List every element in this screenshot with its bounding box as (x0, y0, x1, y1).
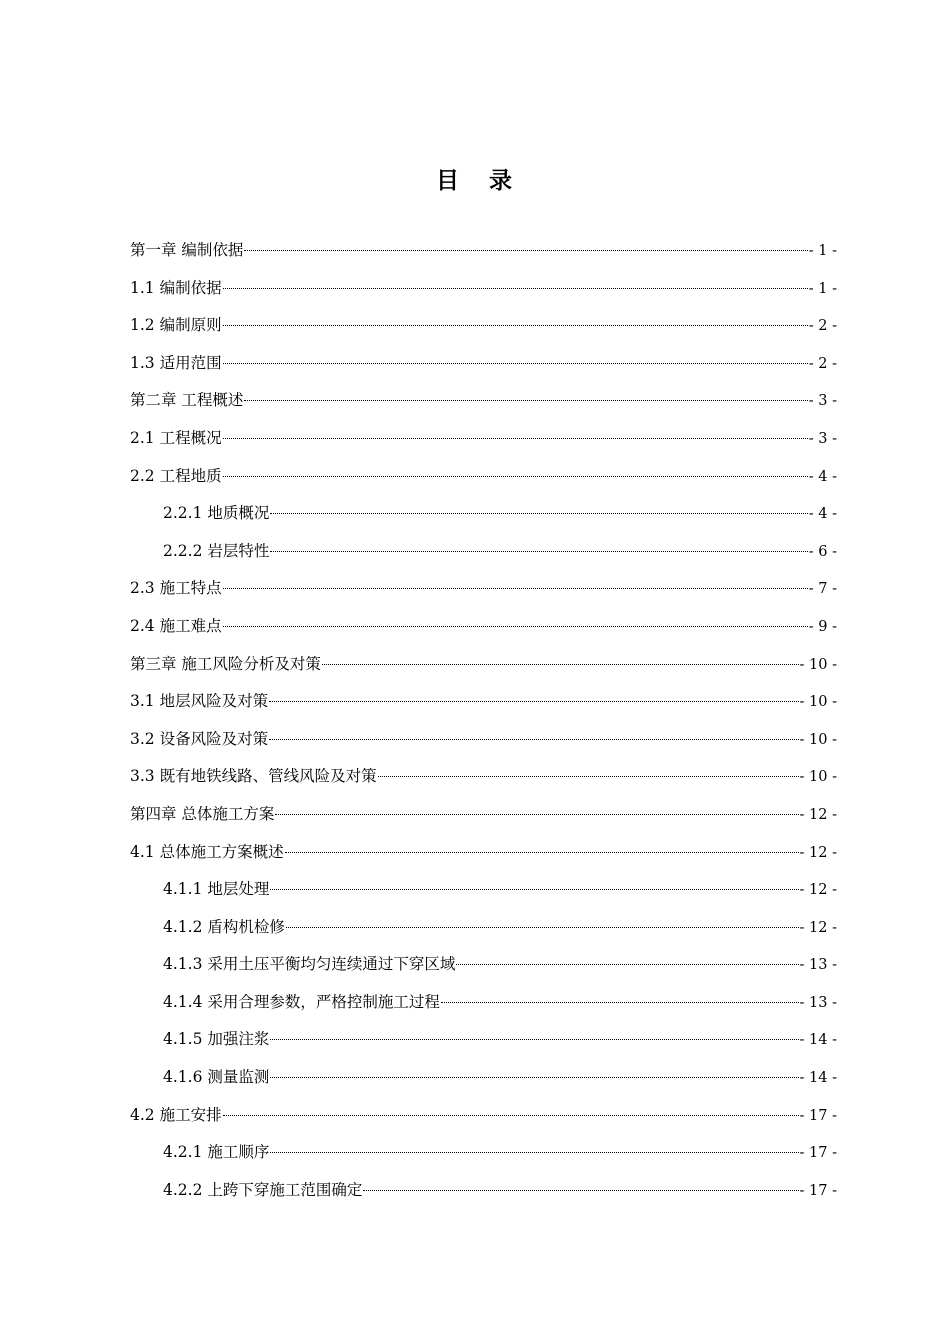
toc-entry-title: 4.2.2 上跨下穿施工范围确定 (163, 1180, 363, 1199)
toc-entry-page-number: - 2 - (808, 318, 837, 335)
dot-leader (270, 513, 807, 514)
toc-entry-page-number: - 6 - (808, 543, 837, 560)
toc-entry[interactable] (130, 313, 837, 351)
toc-entry[interactable] (130, 877, 837, 915)
toc-entry[interactable] (130, 614, 837, 652)
toc-entry-page-number: - 4 - (808, 468, 837, 485)
toc-entry[interactable] (130, 1140, 837, 1178)
toc-entry[interactable] (130, 915, 837, 953)
toc-entry[interactable] (130, 576, 837, 614)
toc-entry-page-number: - 4 - (808, 506, 837, 523)
toc-entry-page-number: - 10 - (799, 694, 837, 711)
toc-entry-page-number: - 12 - (799, 882, 837, 899)
toc-entry-page-number: - 17 - (799, 1107, 837, 1124)
toc-entry[interactable] (130, 464, 837, 502)
toc-entry-page-number: - 1 - (808, 280, 837, 297)
toc-entry-title: 4.1 总体施工方案概述 (130, 842, 284, 861)
dot-leader (223, 476, 808, 477)
toc-entry-title: 第三章 施工风险分析及对策 (130, 654, 321, 673)
toc-entry[interactable] (130, 1065, 837, 1103)
dot-leader (378, 776, 799, 777)
dot-leader (223, 438, 808, 439)
toc-entry-page-number: - 17 - (799, 1182, 837, 1199)
toc-entry-page-number: - 3 - (808, 393, 837, 410)
toc-entry-title: 2.2 工程地质 (130, 466, 222, 485)
title-char-2: 录 (489, 167, 514, 194)
toc-entry-page-number: - 10 - (799, 769, 837, 786)
toc-entry-title: 1.3 适用范围 (130, 353, 222, 372)
toc-entry-title: 3.3 既有地铁线路、管线风险及对策 (130, 767, 377, 786)
toc-entry[interactable] (130, 727, 837, 765)
toc-entry-title: 3.1 地层风险及对策 (130, 692, 269, 711)
toc-entry-page-number: - 1 - (808, 243, 837, 259)
toc-entry-page-number: - 12 - (799, 806, 837, 823)
dot-leader (269, 701, 798, 702)
toc-entry[interactable] (130, 426, 837, 464)
toc-entry-title: 3.2 设备风险及对策 (130, 729, 269, 748)
toc-entry-title: 1.2 编制原则 (130, 316, 222, 335)
dot-leader (456, 964, 798, 965)
title-char-1: 目 (436, 167, 461, 194)
toc-entry-title: 4.1.6 测量监测 (163, 1068, 270, 1087)
toc-entry-title: 1.1 编制依据 (130, 278, 222, 297)
dot-leader (270, 1039, 798, 1040)
toc-entry[interactable] (130, 1027, 837, 1065)
dot-leader (223, 288, 808, 289)
table-of-contents (130, 238, 837, 1215)
dot-leader (223, 1115, 799, 1116)
dot-leader (285, 852, 799, 853)
toc-entry[interactable] (130, 501, 837, 539)
toc-entry-page-number: - 13 - (799, 957, 837, 974)
dot-leader (223, 325, 808, 326)
toc-entry-title: 4.1.5 加强注浆 (163, 1030, 270, 1049)
dot-leader (223, 363, 808, 364)
toc-entry[interactable] (130, 539, 837, 577)
toc-entry-page-number: - 10 - (799, 656, 837, 673)
toc-entry-title: 第一章 编制依据 (130, 241, 244, 259)
toc-entry[interactable] (130, 689, 837, 727)
toc-entry[interactable] (130, 238, 837, 276)
dot-leader (244, 250, 807, 251)
toc-entry-page-number: - 9 - (808, 618, 837, 635)
toc-entry-title: 4.2 施工安排 (130, 1105, 222, 1124)
toc-entry[interactable] (130, 1178, 837, 1216)
dot-leader (269, 739, 798, 740)
toc-entry-title: 4.2.1 施工顺序 (163, 1143, 270, 1162)
toc-entry-title: 4.1.2 盾构机检修 (163, 917, 285, 936)
toc-entry-page-number: - 12 - (799, 844, 837, 861)
dot-leader (270, 889, 798, 890)
toc-entry-page-number: - 12 - (799, 919, 837, 936)
dot-leader (244, 400, 807, 401)
toc-entry-page-number: - 14 - (799, 1070, 837, 1087)
dot-leader (270, 551, 807, 552)
dot-leader (270, 1152, 798, 1153)
toc-entry-page-number: - 17 - (799, 1145, 837, 1162)
toc-entry[interactable] (130, 652, 837, 690)
toc-entry[interactable] (130, 1103, 837, 1141)
toc-entry[interactable] (130, 764, 837, 802)
dot-leader (363, 1190, 798, 1191)
toc-entry[interactable] (130, 952, 837, 990)
toc-entry-title: 4.1.3 采用土压平衡均匀连续通过下穿区域 (163, 955, 456, 974)
page-title (0, 162, 950, 195)
toc-entry-page-number: - 10 - (799, 731, 837, 748)
toc-entry[interactable] (130, 802, 837, 840)
dot-leader (223, 626, 808, 627)
toc-entry-page-number: - 3 - (808, 430, 837, 447)
toc-entry[interactable] (130, 840, 837, 878)
toc-entry[interactable] (130, 276, 837, 314)
toc-entry-title: 2.4 施工难点 (130, 616, 222, 635)
dot-leader (270, 1077, 798, 1078)
toc-entry[interactable] (130, 351, 837, 389)
toc-entry-title: 4.1.1 地层处理 (163, 880, 270, 899)
toc-entry-title: 2.2.1 地质概况 (163, 504, 270, 523)
dot-leader (286, 927, 799, 928)
toc-entry-page-number: - 2 - (808, 355, 837, 372)
toc-entry-title: 2.3 施工特点 (130, 579, 222, 598)
toc-entry[interactable] (130, 990, 837, 1028)
toc-entry[interactable] (130, 388, 837, 426)
toc-entry-title: 4.1.4 采用合理参数，严格控制施工过程 (163, 992, 440, 1011)
dot-leader (322, 664, 799, 665)
toc-entry-title: 第二章 工程概述 (130, 391, 244, 410)
toc-entry-title: 2.1 工程概况 (130, 428, 222, 447)
toc-entry-page-number: - 7 - (808, 581, 837, 598)
dot-leader (275, 814, 798, 815)
toc-entry-title: 第四章 总体施工方案 (130, 804, 275, 823)
toc-entry-title: 2.2.2 岩层特性 (163, 541, 270, 560)
dot-leader (223, 588, 808, 589)
toc-entry-page-number: - 14 - (799, 1032, 837, 1049)
dot-leader (441, 1002, 799, 1003)
toc-entry-page-number: - 13 - (799, 994, 837, 1011)
